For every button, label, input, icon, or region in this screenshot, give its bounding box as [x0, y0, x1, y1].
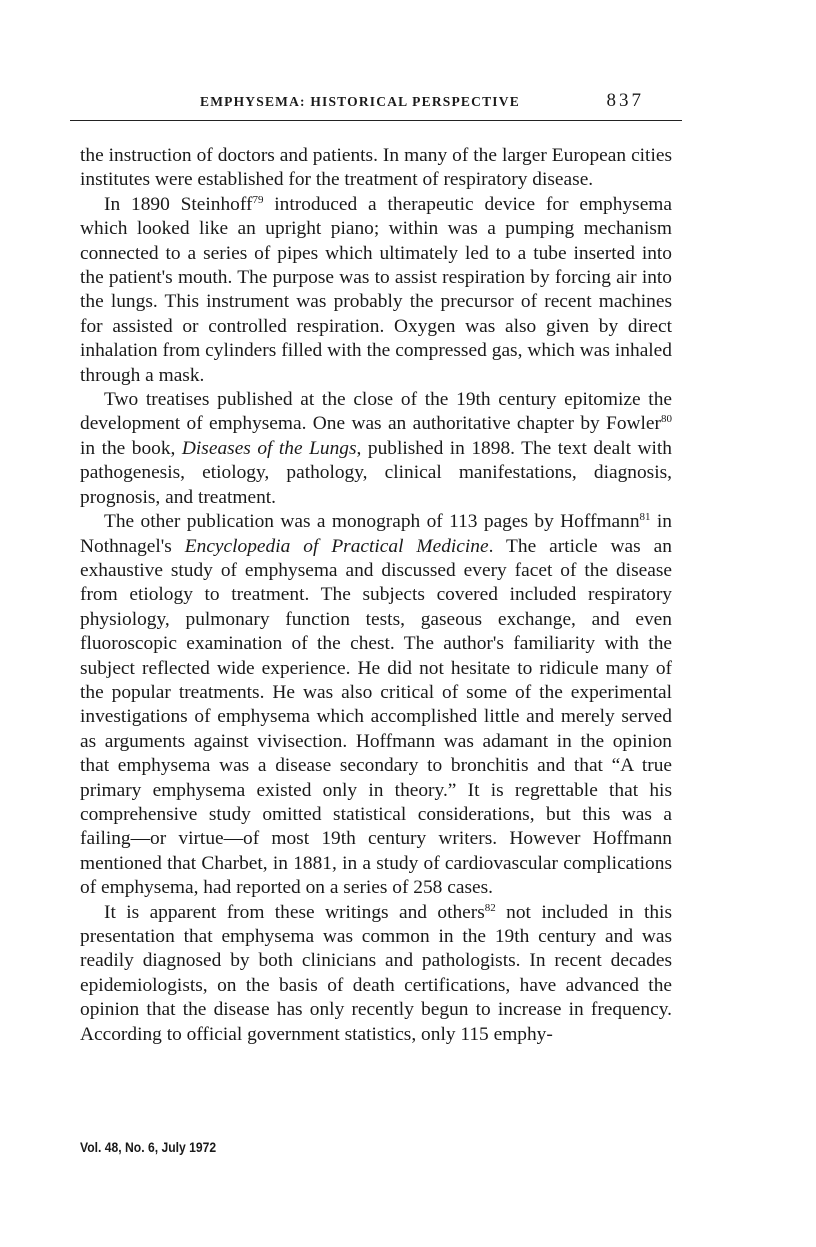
running-title: EMPHYSEMA: HISTORICAL PERSPECTIVE: [200, 94, 520, 109]
encyclopedia-title: Encyclopedia of Practical Medicine: [184, 535, 489, 557]
page-number: 837: [606, 90, 644, 111]
article-body: [80, 144, 672, 1047]
paragraph-1: the instruction of doctors and patients. In many of the larger European cities institutes were established for the treatment of respiratory disease.: [80, 145, 672, 191]
journal-citation: Vol. 48, No. 6, July 1972: [80, 1140, 217, 1155]
paragraph-4: The other publication was a monograph of 113 pages by Hoffmann$^{81}$ in Nothnagel's Encyclopedia of Practical Medicine. The article was an exhaustive study of emphysema and discussed every facet of the disease from etiology to treatment. The subjects covered included respiratory physiology, pulmonary function tests, gaseous exchange, and even fluoroscopic examination of the chest. The author's familiarity with the subject reflected wide experience. He did not hesitate to ridicule many of the popular treatments. He was also critical of some of the experimental investigations of emphysema which accomplished little and merely served as arguments against vivisection. Hoffmann was adamant in the opinion that emphysema was a disease secondary to bronchitis and that “A true primary emphysema existed only in theory.” It is regrettable that his comprehensive study omitted statistical considerations, but this was a failing—or virtue—of most 19th century writers. However Hoffmann mentioned that Charbet, in 1881, in a study of cardiovascular complications of emphysema, had reported on a series of 258 cases.: [80, 511, 672, 899]
paragraph-5: It is apparent from these writings and others$^{82}$ not included in this presentation that emphysema was common in the 19th century and was readily diagnosed by both clinicians and pathologists. In recent decades epidemiologists, on the basis of death certifications, have advanced the opinion that the disease has only recently begun to increase in frequency. According to official government statistics, only 115 emphy-: [80, 901, 672, 1045]
paragraph-3: Two treatises published at the close of the 19th century epitomize the development of emphysema. One was an authoritative chapter by Fowler$^{80}$ in the book, Diseases of the Lungs, published in 1898. The text dealt with pathogenesis, etiology, pathology, clinical manifestations, diagnosis, prognosis, and treatment.: [80, 389, 672, 508]
footnote-ref-81: 81: [639, 511, 651, 524]
book-title: Diseases of the Lungs: [181, 437, 357, 459]
footnote-ref-82: 82: [484, 901, 496, 914]
footnote-ref-80: 80: [661, 413, 672, 426]
running-head: [70, 88, 682, 121]
paragraph-2: In 1890 Steinhoff$^{79}$ introduced a therapeutic device for emphysema which looked like an upright piano; within was a pumping mechanism connected to a series of pipes which ultimately led to a tube inserted into the patient's mouth. The purpose was to assist respiration by forcing air into the lungs. This instrument was probably the precursor of recent machines for assisted or controlled respiration. Oxygen was also given by direct inhalation from cylinders filled with the compressed gas, which was inhaled through a mask.: [80, 193, 672, 386]
footnote-ref-79: 79: [252, 193, 264, 206]
